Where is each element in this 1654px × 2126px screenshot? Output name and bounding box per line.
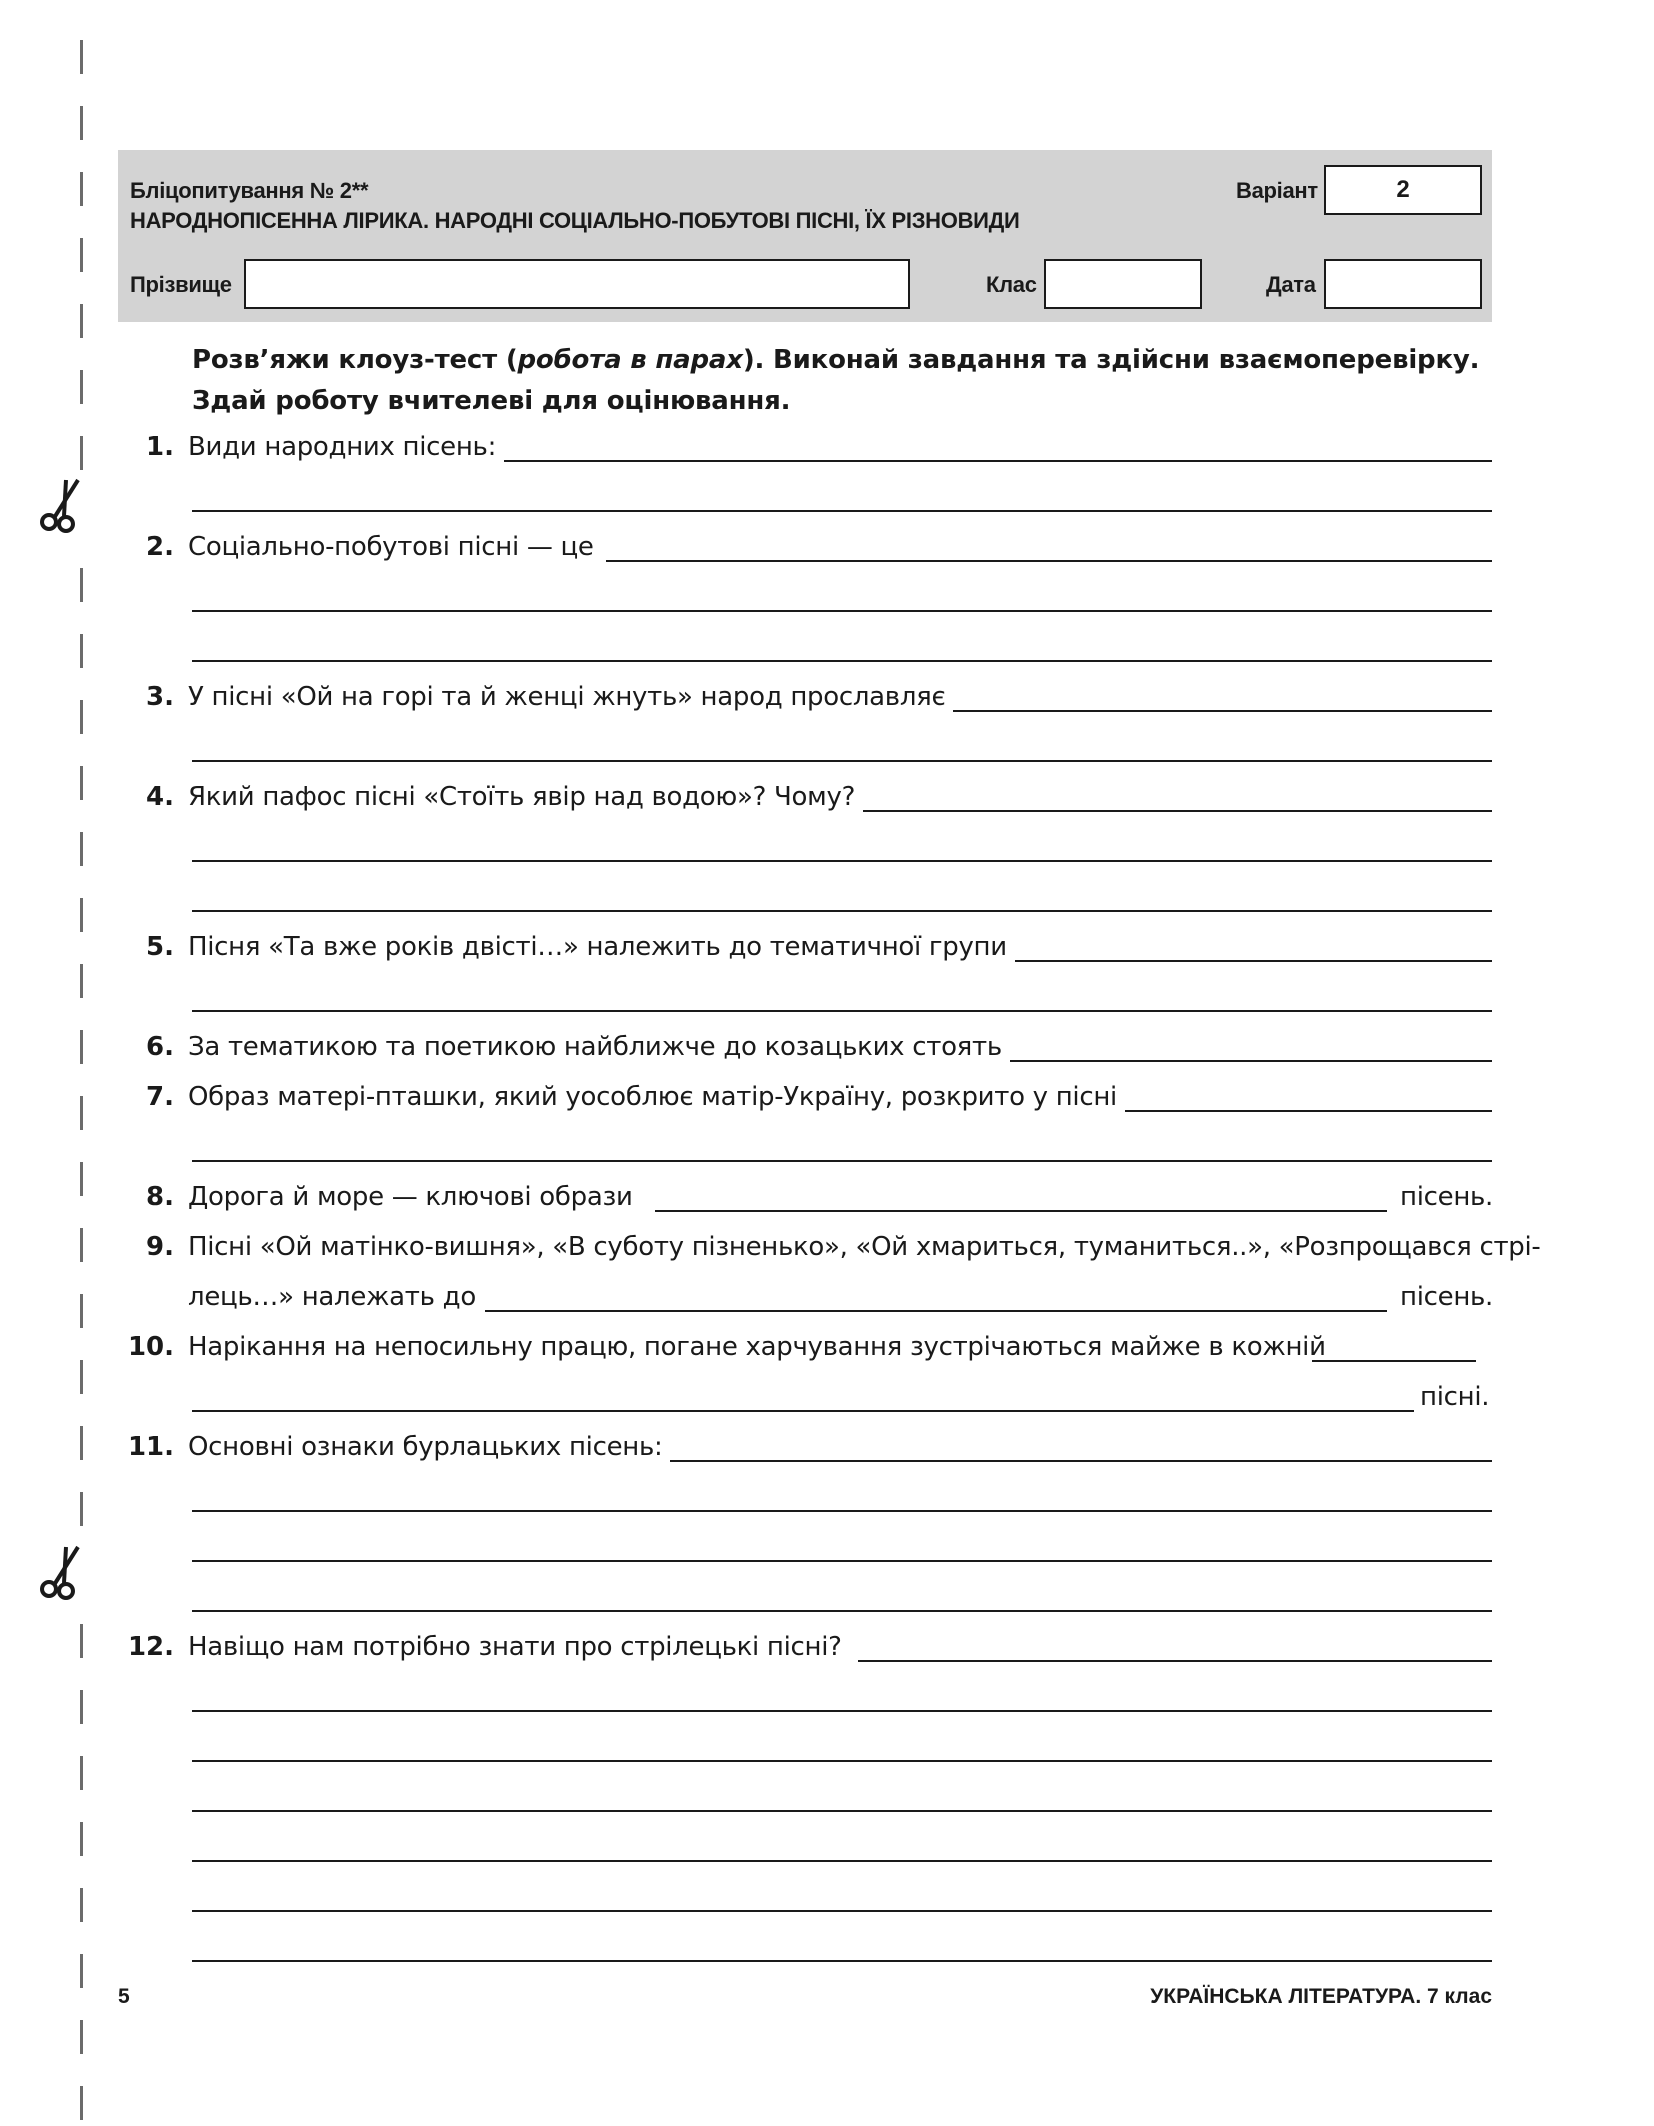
answer-line[interactable] xyxy=(192,660,1492,662)
cut-mark xyxy=(80,1426,83,1460)
answer-line[interactable] xyxy=(922,710,1492,712)
answer-line[interactable] xyxy=(192,510,1492,512)
date-value xyxy=(1326,261,1480,307)
cut-mark xyxy=(80,106,83,140)
cut-mark xyxy=(80,964,83,998)
question-text: Основні ознаки бурлацьких пісень: xyxy=(188,1432,670,1462)
cut-mark xyxy=(80,1228,83,1262)
cut-mark xyxy=(80,2020,83,2054)
cut-mark xyxy=(80,832,83,866)
cut-mark xyxy=(80,1294,83,1328)
cut-mark xyxy=(80,766,83,800)
question-suffix: пісень. xyxy=(1400,1282,1494,1312)
instructions xyxy=(192,340,1492,422)
question-text: Який пафос пісні «Стоїть явір над водою»? Чому? xyxy=(188,782,863,812)
answer-line[interactable] xyxy=(192,1860,1492,1862)
question-text: У пісні «Ой на горі та й женці жнуть» народ прославляє xyxy=(188,682,953,712)
class-value xyxy=(1046,261,1200,307)
cut-mark xyxy=(80,1888,83,1922)
question-number: 8. xyxy=(146,1182,174,1212)
question-number: 2. xyxy=(146,532,174,562)
question-number: 1. xyxy=(146,432,174,462)
answer-line[interactable] xyxy=(192,1960,1492,1962)
question-number: 7. xyxy=(146,1082,174,1112)
cut-mark xyxy=(80,1756,83,1790)
question-text: За тематикою та поетикою найближче до козацьких стоять xyxy=(188,1032,1010,1062)
cut-mark xyxy=(80,1360,83,1394)
question-text: Нарікання на непосильну працю, погане харчування зустрічаються майже в кожній xyxy=(188,1332,1334,1362)
answer-line[interactable] xyxy=(192,860,1492,862)
answer-line[interactable] xyxy=(192,1160,1492,1162)
answer-line[interactable] xyxy=(192,760,1492,762)
cut-mark xyxy=(80,370,83,404)
question-text-continued: лець…» належать до xyxy=(188,1282,484,1312)
answer-line[interactable] xyxy=(192,1560,1492,1562)
answer-line[interactable] xyxy=(192,610,1492,612)
cut-mark xyxy=(80,634,83,668)
answer-line[interactable] xyxy=(655,1210,1387,1212)
cut-mark xyxy=(80,1690,83,1724)
cut-mark xyxy=(80,700,83,734)
question-number: 12. xyxy=(127,1632,174,1662)
answer-line[interactable] xyxy=(192,1760,1492,1762)
question-text: Дорога й море — ключові образи xyxy=(188,1182,641,1212)
cut-mark xyxy=(80,1030,83,1064)
cut-mark xyxy=(80,172,83,206)
footer-title: УКРАЇНСЬКА ЛІТЕРАТУРА. 7 клас xyxy=(1150,1985,1492,2008)
answer-line[interactable] xyxy=(668,1460,1492,1462)
variant-label: Варіант xyxy=(1236,178,1318,203)
answer-line[interactable] xyxy=(1112,1110,1492,1112)
question-text: Навіщо нам потрібно знати про стрілецькі пісні? xyxy=(188,1632,850,1662)
surname-label: Прізвище xyxy=(130,272,232,297)
cut-mark xyxy=(80,1492,83,1526)
cut-mark xyxy=(80,1954,83,1988)
cut-mark xyxy=(80,898,83,932)
variant-value: 2 xyxy=(1396,176,1410,203)
question-text: Образ матері-пташки, який уособлює матір-Україну, розкрито у пісні xyxy=(188,1082,1125,1112)
question-number: 5. xyxy=(146,932,174,962)
instructions-part1: Розв’яжи клоуз-тест ( xyxy=(192,345,518,375)
answer-line[interactable] xyxy=(192,910,1492,912)
answer-line[interactable] xyxy=(192,1710,1492,1712)
quiz-label: Бліцопитування № 2** xyxy=(130,178,369,203)
variant-field[interactable] xyxy=(1324,165,1482,215)
answer-line[interactable] xyxy=(497,460,1492,462)
question-text: Пісня «Та вже років двісті…» належить до тематичної групи xyxy=(188,932,1015,962)
date-label: Дата xyxy=(1266,272,1316,297)
answer-line[interactable] xyxy=(990,960,1492,962)
answer-line[interactable] xyxy=(192,1610,1492,1612)
answer-line[interactable] xyxy=(842,810,1492,812)
cut-mark xyxy=(80,238,83,272)
cut-mark xyxy=(80,40,83,74)
instructions-part2: ). Виконай завдання та здійсни взаємоперевірку. Здай роботу вчителеві для оцінювання. xyxy=(192,345,1480,416)
question-text: Види народних пісень: xyxy=(188,432,504,462)
answer-line[interactable] xyxy=(192,1910,1492,1912)
cut-mark xyxy=(80,2086,83,2120)
question-number: 9. xyxy=(146,1232,174,1262)
question-text: Пісні «Ой матінко-вишня», «В суботу пізненько», «Ой хмариться, туманиться..», «Розпрощався стрі- xyxy=(188,1232,1549,1262)
cut-mark xyxy=(80,436,83,470)
question-number: 10. xyxy=(127,1332,174,1362)
surname-value xyxy=(246,261,908,307)
question-number: 4. xyxy=(146,782,174,812)
answer-line[interactable] xyxy=(1000,1060,1492,1062)
question-number: 3. xyxy=(146,682,174,712)
question-text: Соціально-побутові пісні — це xyxy=(188,532,602,562)
question-suffix: пісні. xyxy=(1420,1382,1490,1412)
answer-line[interactable] xyxy=(858,1660,1492,1662)
cut-mark xyxy=(80,1822,83,1856)
cut-mark xyxy=(80,304,83,338)
question-suffix: пісень. xyxy=(1400,1182,1494,1212)
question-number: 11. xyxy=(127,1432,174,1462)
answer-line[interactable] xyxy=(192,1510,1492,1512)
answer-line[interactable] xyxy=(192,1810,1492,1812)
answer-line[interactable] xyxy=(1312,1360,1476,1362)
class-label: Клас xyxy=(986,272,1037,297)
surname-field[interactable] xyxy=(244,259,910,309)
scissors-icon xyxy=(34,1545,86,1601)
answer-line[interactable] xyxy=(192,1410,1414,1412)
answer-line[interactable] xyxy=(606,560,1492,562)
quiz-topic: НАРОДНОПІСЕННА ЛІРИКА. НАРОДНІ СОЦІАЛЬНО-ПОБУТОВІ ПІСНІ, ЇХ РІЗНОВИДИ xyxy=(130,208,1020,233)
cut-mark xyxy=(80,1162,83,1196)
scissors-icon xyxy=(34,478,86,534)
answer-line[interactable] xyxy=(192,1010,1492,1012)
instructions-italic: робота в парах xyxy=(517,345,743,375)
cut-mark xyxy=(80,1096,83,1130)
class-field[interactable] xyxy=(1044,259,1202,309)
header-panel xyxy=(118,150,1492,322)
date-field[interactable] xyxy=(1324,259,1482,309)
cut-mark xyxy=(80,1624,83,1658)
question-number: 6. xyxy=(146,1032,174,1062)
answer-line[interactable] xyxy=(485,1310,1387,1312)
page-number: 5 xyxy=(118,1985,130,2008)
cut-mark xyxy=(80,568,83,602)
